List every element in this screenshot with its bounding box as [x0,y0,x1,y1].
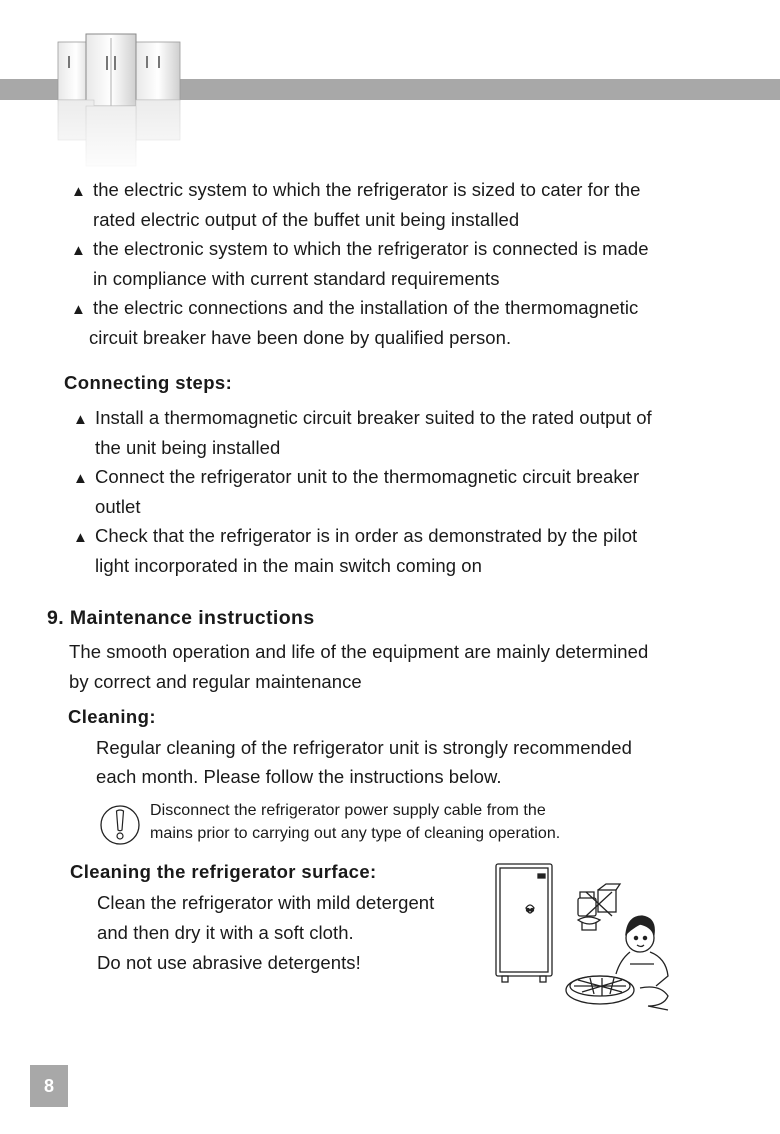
bullet-continuation: light incorporated in the main switch coming on [95,555,482,576]
refrigerators-photo [50,28,200,178]
triangle-up-icon: ▲ [73,411,88,428]
connecting-steps-heading: Connecting steps: [64,372,233,393]
bullet-line: ▲ the electric connections and the installation of the thermomagnetic [71,296,638,322]
triangle-up-icon: ▲ [71,183,86,200]
bullet-continuation: outlet [95,496,141,517]
maintenance-intro: The smooth operation and life of the equipment are mainly determined [69,641,649,662]
bullet-line: ▲ the electronic system to which the refrigerator is connected is made [71,237,649,263]
cleaning-text: each month. Please follow the instructions below. [96,766,502,787]
triangle-up-icon: ▲ [73,529,88,546]
cleaning-text: Regular cleaning of the refrigerator unit is strongly recommended [96,737,632,758]
warning-text: Disconnect the refrigerator power supply cable from the [150,802,546,819]
surface-text: and then dry it with a soft cloth. [97,922,354,943]
cleaning-illustration [490,860,690,1020]
maintenance-intro: by correct and regular maintenance [69,671,362,692]
bullet-line: ▲ Check that the refrigerator is in order as demonstrated by the pilot [73,524,637,550]
surface-text: Do not use abrasive detergents! [97,952,361,973]
bullet-continuation: circuit breaker have been done by qualified person. [89,327,512,348]
cleaning-heading: Cleaning: [68,706,156,727]
triangle-up-icon: ▲ [73,470,88,487]
triangle-up-icon: ▲ [71,242,86,259]
surface-text: Clean the refrigerator with mild detergent [97,892,435,913]
bullet-continuation: the unit being installed [95,437,281,458]
maintenance-heading: 9. Maintenance instructions [47,607,315,629]
warning-icon [100,803,144,847]
bullet-continuation: in compliance with current standard requirements [93,268,500,289]
warning-text: mains prior to carrying out any type of cleaning operation. [150,825,561,842]
bullet-continuation: rated electric output of the buffet unit being installed [93,209,520,230]
triangle-up-icon: ▲ [71,301,86,318]
bullet-line: ▲ the electric system to which the refrigerator is sized to cater for the [71,178,640,204]
bullet-line: ▲ Install a thermomagnetic circuit breaker suited to the rated output of [73,406,652,432]
page-number: 8 [30,1065,68,1107]
bullet-line: ▲ Connect the refrigerator unit to the thermomagnetic circuit breaker [73,465,639,491]
surface-heading: Cleaning the refrigerator surface: [70,861,377,882]
